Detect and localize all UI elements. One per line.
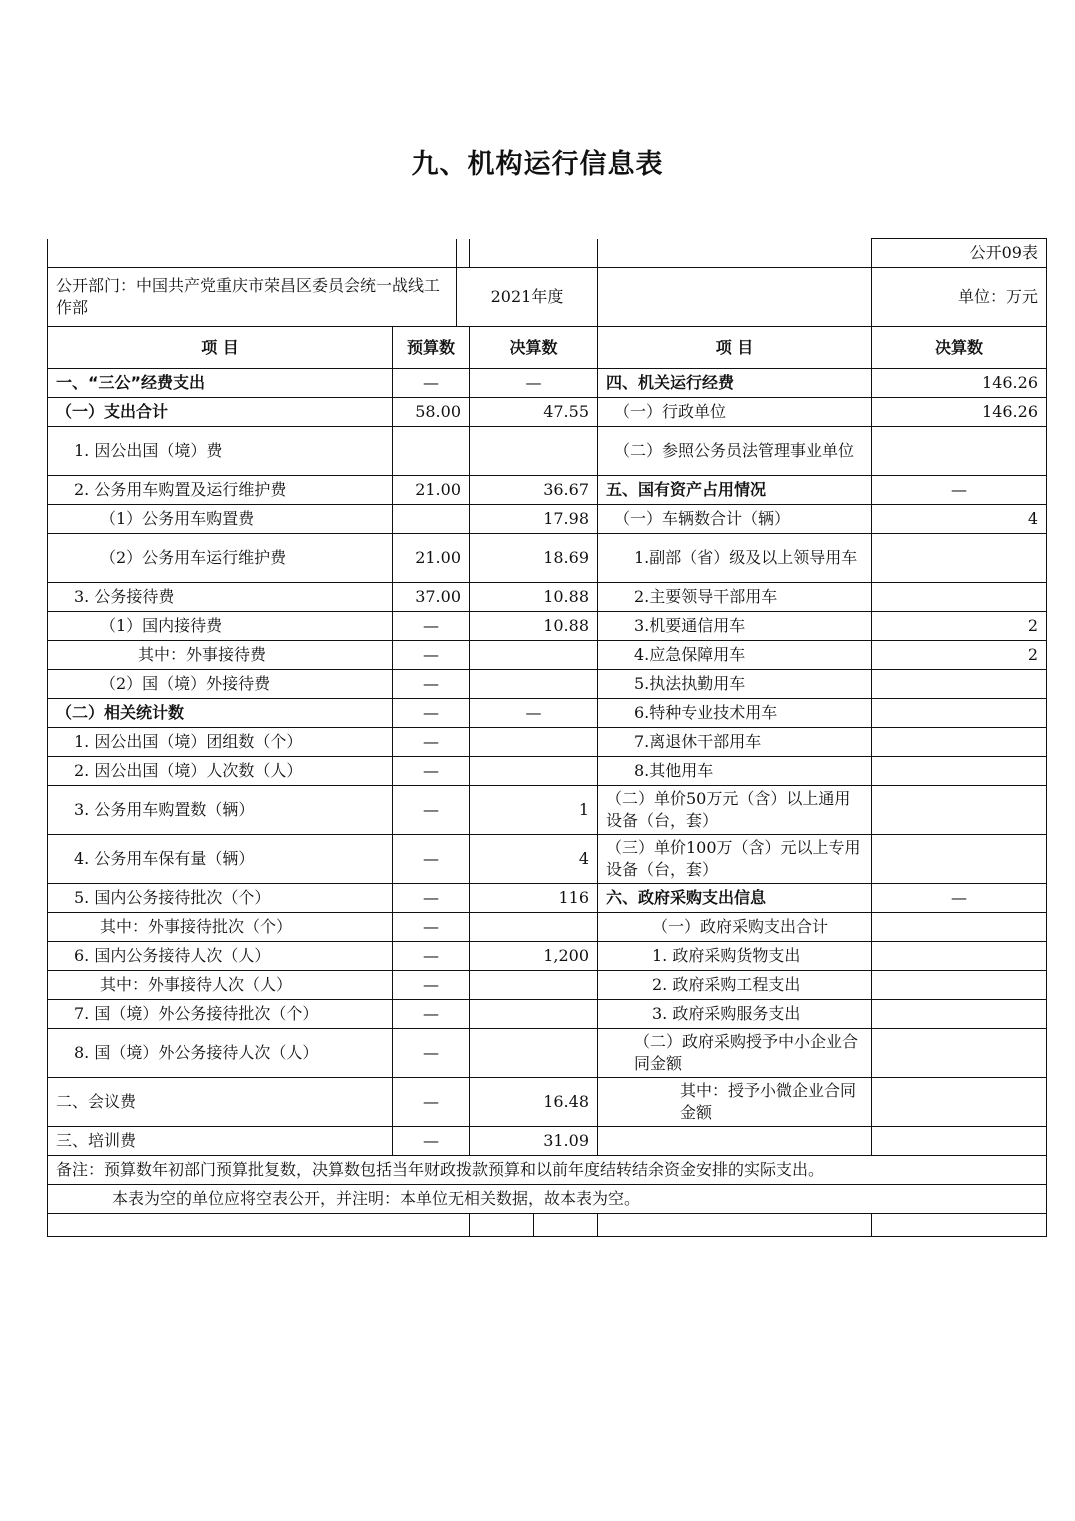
table-row: 2. 公务用车购置及运行维护费 21.00 36.67 五、国有资产占用情况 — bbox=[48, 476, 1047, 505]
table-row: 其中：外事接待人次（人） — 2. 政府采购工程支出 bbox=[48, 971, 1047, 1000]
table-row: 三、培训费 — 31.09 bbox=[48, 1127, 1047, 1156]
unit-label: 单位：万元 bbox=[872, 268, 1047, 327]
meta-row bbox=[48, 268, 1047, 327]
table-row: 7. 国（境）外公务接待批次（个） — 3. 政府采购服务支出 bbox=[48, 1000, 1047, 1029]
header-budget: 预算数 bbox=[393, 327, 470, 369]
footer-row bbox=[48, 1214, 1047, 1237]
table-row: （2）公务用车运行维护费 21.00 18.69 1.副部（省）级及以上领导用车 bbox=[48, 534, 1047, 583]
header-item-right: 项 目 bbox=[598, 327, 872, 369]
header-final: 决算数 bbox=[470, 327, 598, 369]
header-final-right: 决算数 bbox=[872, 327, 1047, 369]
table-row: 一、“三公”经费支出 — — 四、机关运行经费 146.26 bbox=[48, 369, 1047, 398]
info-table bbox=[47, 238, 1047, 1237]
table-row: （2）国（境）外接待费 — 5.执法执勤用车 bbox=[48, 670, 1047, 699]
table-row: 1. 因公出国（境）费 （二）参照公务员法管理事业单位 bbox=[48, 427, 1047, 476]
table-row: （1）国内接待费 — 10.88 3.机要通信用车 2 bbox=[48, 612, 1047, 641]
note-empty-table: 本表为空的单位应将空表公开，并注明：本单位无相关数据，故本表为空。 bbox=[48, 1185, 1047, 1214]
department-label: 公开部门：中国共产党重庆市荣昌区委员会统一战线工作部 bbox=[48, 268, 457, 327]
table-row: 8. 国（境）外公务接待人次（人） — （二）政府采购授予中小企业合同金额 bbox=[48, 1029, 1047, 1078]
table-row: 5. 国内公务接待批次（个） — 116 六、政府采购支出信息 — bbox=[48, 884, 1047, 913]
header-row bbox=[48, 327, 1047, 369]
form-number-row bbox=[48, 239, 1047, 268]
table-row: 6. 国内公务接待人次（人） — 1,200 1. 政府采购货物支出 bbox=[48, 942, 1047, 971]
table-row: （一）支出合计 58.00 47.55 （一）行政单位 146.26 bbox=[48, 398, 1047, 427]
table-row: 二、会议费 — 16.48 其中：授予小微企业合同金额 bbox=[48, 1078, 1047, 1127]
table-row: 4. 公务用车保有量（辆） — 4 （三）单价100万（含）元以上专用设备（台，套） bbox=[48, 835, 1047, 884]
fiscal-year: 2021年度 bbox=[457, 268, 598, 327]
table-row: 2. 因公出国（境）人次数（人） — 8.其他用车 bbox=[48, 757, 1047, 786]
table-row: 3. 公务接待费 37.00 10.88 2.主要领导干部用车 bbox=[48, 583, 1047, 612]
note-row bbox=[48, 1156, 1047, 1185]
table-row: 3. 公务用车购置数（辆） — 1 （二）单价50万元（含）以上通用设备（台，套） bbox=[48, 786, 1047, 835]
table-row: 1. 因公出国（境）团组数（个） — 7.离退休干部用车 bbox=[48, 728, 1047, 757]
table-row: 其中：外事接待费 — 4.应急保障用车 2 bbox=[48, 641, 1047, 670]
table-row: （1）公务用车购置费 17.98 （一）车辆数合计（辆） 4 bbox=[48, 505, 1047, 534]
table-row: 其中：外事接待批次（个） — （一）政府采购支出合计 bbox=[48, 913, 1047, 942]
form-number: 公开09表 bbox=[872, 239, 1047, 268]
note-row bbox=[48, 1185, 1047, 1214]
header-item: 项 目 bbox=[48, 327, 393, 369]
note-remark: 备注：预算数年初部门预算批复数，决算数包括当年财政拨款预算和以前年度结转结余资金安排的实际支出。 bbox=[48, 1156, 1047, 1185]
page-title: 九、机构运行信息表 bbox=[411, 149, 664, 180]
table-row: （二）相关统计数 — — 6.特种专业技术用车 bbox=[48, 699, 1047, 728]
